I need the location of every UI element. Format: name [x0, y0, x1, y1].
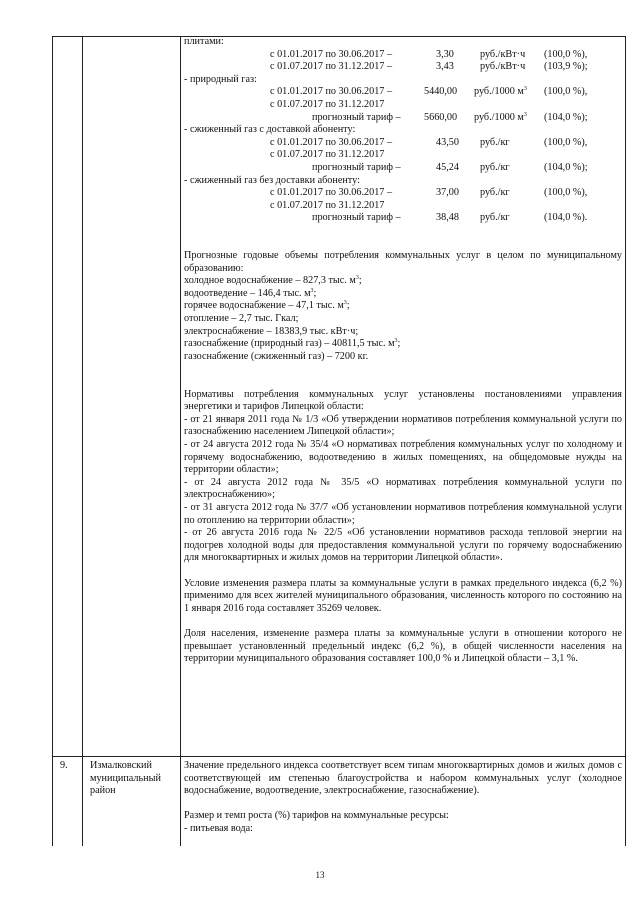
volume-cold-water: [184, 275, 622, 288]
electricity-row-2: [184, 61, 622, 74]
unit: [474, 86, 527, 99]
unit: [474, 112, 527, 125]
unit: руб./кг: [480, 161, 510, 173]
unit: руб./кг: [480, 187, 510, 199]
volume-electricity: электроснабжение – 18383,9 тыс. кВт·ч;: [184, 325, 359, 337]
norm-item: - от 24 августа 2012 года № 35/4 «О нормативах потребления коммунальных услуг по холодному и горячему водоснабжению, водоотведению в жилых помещениях, на общедомовые нужды на территории области»;: [184, 439, 622, 476]
sup: 3: [343, 300, 347, 307]
volume-natural-gas: [184, 338, 622, 351]
tariffs-heading: Размер и темп роста (%) тарифов на коммунальные ресурсы:: [184, 810, 449, 822]
period: с 01.01.2017 по 30.06.2017 –: [270, 187, 393, 199]
value: 3,30: [436, 48, 454, 60]
natural-gas-row-2: [184, 112, 622, 125]
unit: руб./кВт·ч: [480, 48, 526, 60]
norm-item: - от 31 августа 2012 года № 37/7 «Об установлении нормативов потребления коммунальной услуги по отоплению на территории области»;: [184, 501, 622, 526]
text: газоснабжение (природный газ) – 40811,5 тыс. м: [184, 338, 395, 350]
row9-content: [184, 760, 622, 836]
percent: (100,0 %),: [544, 48, 588, 60]
table-border-right: [625, 36, 626, 846]
lpg-delivery-label: - сжиженный газ с доставкой абоненту:: [184, 124, 356, 136]
text: водоотведение – 146,4 тыс. м: [184, 287, 311, 299]
volume-drainage: [184, 288, 622, 301]
unit-sup: 3: [523, 86, 527, 93]
forecast-label: прогнозный тариф –: [312, 111, 401, 123]
punct: ;: [397, 338, 401, 350]
forecast-label: прогнозный тариф –: [312, 212, 401, 224]
period: с 01.01.2017 по 30.06.2017 –: [270, 136, 393, 148]
value: 5660,00: [424, 111, 458, 123]
value: 5440,00: [424, 86, 458, 98]
unit: руб./кВт·ч: [480, 61, 526, 73]
percent: (100,0 %),: [544, 136, 588, 148]
index-paragraph: Значение предельного индекса соответствует всем типам многоквартирных домов и жилых домов с соответствующей им степенью благоустройства и набором коммунальных услуг (холодное водоснабжение, водоотведение, электроснабжение, газоснабжение).: [184, 760, 622, 797]
volume-heating: отопление – 2,7 тыс. Гкал;: [184, 313, 299, 325]
district-name: Измалковский муниципальный район: [90, 760, 161, 797]
tariff-heading: плитами:: [184, 36, 224, 47]
period-2: с 01.07.2017 по 31.12.2017: [270, 98, 385, 110]
table-row-separator: [52, 756, 626, 757]
unit-text: руб./1000 м: [474, 111, 524, 123]
page-number: 13: [315, 870, 325, 880]
drinking-water-label: - питьевая вода:: [184, 822, 253, 834]
text: горячее водоснабжение – 47,1 тыс. м: [184, 300, 344, 312]
norm-item: - от 21 января 2011 года № 1/3 «Об утверждении нормативов потребления коммунальной услуги по газоснабжению населением Липецкой области»;: [184, 413, 622, 438]
table-divider-name: [180, 36, 181, 846]
content-column: [184, 36, 622, 666]
period-2: с 01.07.2017 по 31.12.2017: [270, 199, 385, 211]
population-share-paragraph: Доля населения, изменение размера платы за коммунальные услуги в отношении которого не превышает установленный предельный индекс (6,2 %), в общей численности населения на территории муниципального образования составляет 100,0 % и Липецкой области – 3,1 %.: [184, 627, 622, 665]
unit-sup: 3: [523, 111, 527, 118]
unit-text: руб./1000 м: [474, 86, 524, 98]
table-border-left: [52, 36, 53, 846]
percent: (103,9 %);: [544, 61, 588, 73]
percent: (100,0 %),: [544, 86, 588, 98]
text: холодное водоснабжение – 827,3 тыс. м: [184, 275, 356, 287]
value: 3,43: [436, 61, 454, 73]
electricity-row-1: [184, 49, 622, 62]
lpg-nodelivery-label: - сжиженный газ без доставки абоненту:: [184, 174, 360, 186]
natural-gas-label: - природный газ:: [184, 73, 257, 85]
period: с 01.07.2017 по 31.12.2017 –: [270, 61, 393, 73]
natural-gas-row-1: [184, 86, 622, 99]
unit: руб./кг: [480, 136, 510, 148]
lpg-nodelivery-row-2: [184, 212, 622, 225]
percent: (100,0 %),: [544, 187, 588, 199]
value: 37,00: [436, 187, 459, 199]
norm-item: - от 26 августа 2016 года № 22/5 «Об установлении нормативов расхода тепловой энергии на подогрев холодной воды для предоставления коммунальной услуги по горячему водоснабжению для многоквартирных и жилых домов на территории Липецкой области».: [184, 527, 622, 564]
percent: (104,0 %);: [544, 111, 588, 123]
lpg-delivery-row-1: [184, 137, 622, 150]
punct: ;: [346, 300, 350, 312]
sup: 3: [355, 275, 359, 282]
value: 45,24: [436, 161, 459, 173]
volume-lpg: газоснабжение (сжиженный газ) – 7200 кг.: [184, 350, 369, 362]
period: с 01.01.2017 по 30.06.2017 –: [270, 48, 393, 60]
row-number: 9.: [60, 760, 68, 771]
table-divider-num: [82, 36, 83, 846]
norm-item: - от 24 августа 2012 года № 35/5 «О нормативах потребления коммунальной услуги по электроснабжению»;: [184, 476, 622, 501]
lpg-delivery-row-2: [184, 162, 622, 175]
sup: 3: [394, 338, 398, 345]
value: 38,48: [436, 212, 459, 224]
period-2: с 01.07.2017 по 31.12.2017: [270, 149, 385, 161]
forecast-label: прогнозный тариф –: [312, 161, 401, 173]
percent: (104,0 %);: [544, 161, 588, 173]
punct: ;: [313, 287, 317, 299]
punct: ;: [358, 275, 362, 287]
percent: (104,0 %).: [544, 212, 588, 224]
unit: руб./кг: [480, 212, 510, 224]
sup: 3: [310, 287, 314, 294]
norms-intro: Нормативы потребления коммунальных услуг установлены постановлениями управления энергетики и тарифов Липецкой области:: [184, 388, 622, 413]
volumes-intro: Прогнозные годовые объемы потребления коммунальных услуг в целом по муниципальному образованию:: [184, 250, 622, 274]
volume-hot-water: [184, 300, 622, 313]
period: с 01.01.2017 по 30.06.2017 –: [270, 86, 393, 98]
value: 43,50: [436, 136, 459, 148]
lpg-nodelivery-row-1: [184, 187, 622, 200]
condition-paragraph: Условие изменения размера платы за коммунальные услуги в рамках предельного индекса (6,2 %) применимо для всех жителей муниципального образования, численность которого по состоянию на 1 января 2016 года составляет 35269 человек.: [184, 577, 622, 614]
